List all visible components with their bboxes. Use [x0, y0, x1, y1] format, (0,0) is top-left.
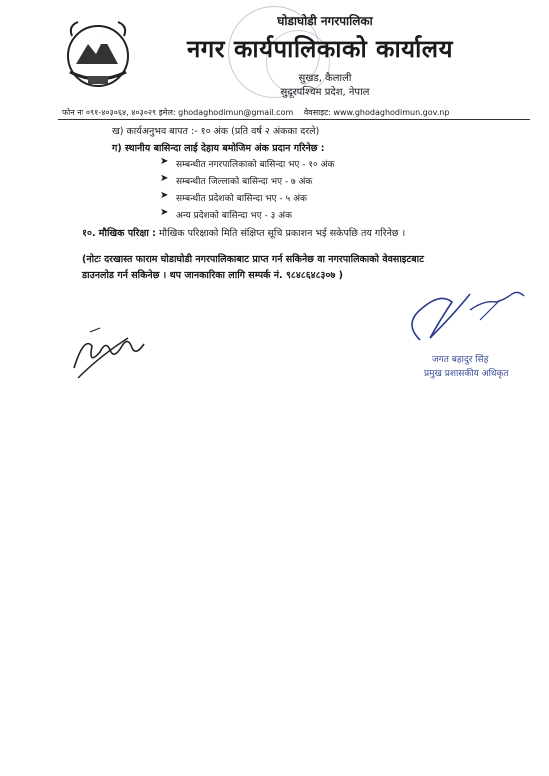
contact-website: वेवसाइट: www.ghodaghodimun.gov.np [303, 108, 450, 117]
resident-points-line: ग) स्थानीय बासिन्दा लाई देहाय बमोजिम अंक प्रदान गरिनेछ : [112, 143, 325, 154]
header-divider [58, 119, 530, 120]
contact-line [62, 107, 532, 118]
bullet-item-2: सम्बन्धीत जिल्लाको बासिन्दा भए - ७ अंक [176, 177, 313, 187]
contact-phone: फोन नः ०९१-४०३०६४, ४०३०२९ [62, 108, 157, 117]
note-line-1: (नोटः दरखास्त फाराम घोडाघोडी नगरपालिकाबाट प्राप्त गर्न सकिनेछ वा नगरपालिकाको वेवसाइटबाट [82, 254, 424, 265]
officer-name: जगत बहादुर सिंह [432, 355, 489, 365]
contact-email: इमेल: ghodaghodimun@gmail.com [158, 108, 294, 117]
experience-points-line: ख) कार्यअनुभव बापत :- १० अंक (प्रति वर्ष २ अंकका दरले) [112, 126, 320, 137]
officer-signature-icon [400, 280, 530, 350]
office-province: सुदूरपश्चिम प्रदेश, नेपाल [280, 87, 370, 98]
bullet-arrow-icon: ➤ [160, 207, 169, 218]
bullet-arrow-icon: ➤ [160, 190, 169, 201]
officer-title: प्रमुख प्रशासकीय अधिकृत [424, 369, 509, 379]
nepal-emblem-icon [58, 14, 138, 94]
oral-exam-label: १०. मौखिक परिक्षा : [82, 228, 156, 239]
oral-exam-text: मौखिक परिक्षाको मिति संक्षिप्त सूचि प्रकाशन भई सकेपछि तय गरिनेछ । [158, 228, 406, 239]
bullet-item-4: अन्य प्रदेशको बासिन्दा भए - ३ अंक [176, 211, 292, 221]
municipality-name: घोडाघोडी नगरपालिका [277, 14, 373, 28]
bullet-item-1: सम्बन्धीत नगरपालिकाको बासिन्दा भए - १० अंक [176, 160, 335, 170]
bullet-item-3: सम्बन्धीत प्रदेशको बासिन्दा भए - ५ अंक [176, 194, 307, 204]
note-line-2: डाउनलोड गर्न सकिनेछ । थप जानकारिका लागि सम्पर्क नं. ९८४८६४८३०७ ) [82, 270, 343, 281]
office-title: नगर कार्यपालिकाको कार्यालय [186, 35, 454, 63]
bullet-arrow-icon: ➤ [160, 173, 169, 184]
office-location: सुखड, कैलाली [298, 73, 352, 84]
left-signature-icon [70, 316, 150, 386]
bullet-arrow-icon: ➤ [160, 156, 169, 167]
oral-exam-line [82, 226, 405, 239]
